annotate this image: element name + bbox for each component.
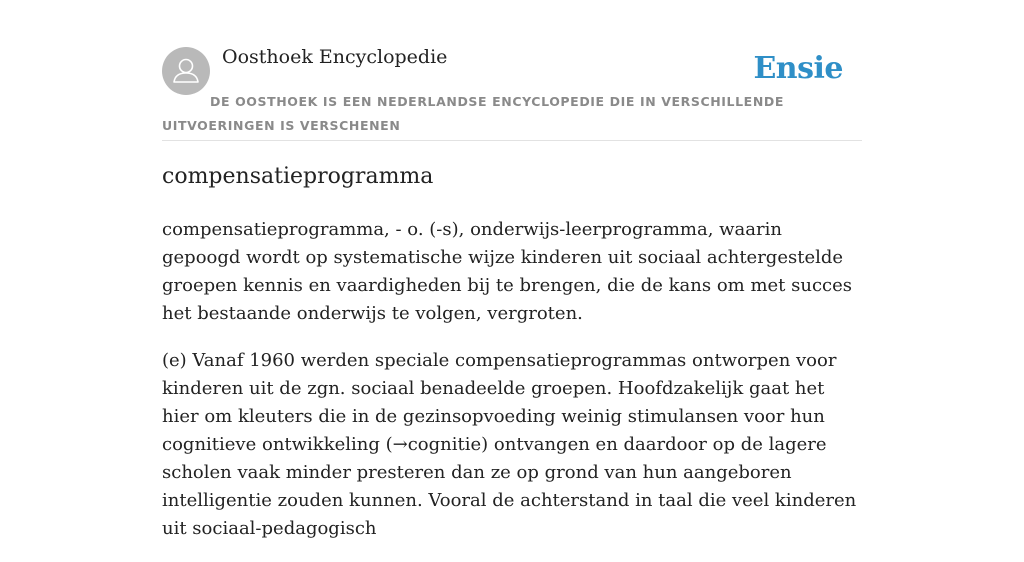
content-column [162, 0, 862, 539]
site-title[interactable]: Oosthoek Encyclopedie [222, 46, 448, 68]
site-header [162, 0, 862, 141]
site-tagline: DE OOSTHOEK IS EEN NEDERLANDSE ENCYCLOPEDIE DIE IN VERSCHILLENDE UITVOERINGEN IS VERSCHENEN [162, 94, 784, 133]
article-body [162, 216, 862, 562]
article-title: compensatieprogramma [162, 164, 434, 189]
article-paragraph: (e) Vanaf 1960 werden speciale compensatieprogrammas ontworpen voor kinderen uit de zgn. sociaal benadeelde groepen. Hoofdzakelijk gaat het hier om kleuters die in de gezinsopvoeding weinig stimulansen voor hun cognitieve ontwikkeling (→cognitie) ontvangen en daardoor op de lagere scholen vaak minder presteren dan ze op grond van hun aangeboren intelligentie zouden kunnen. Vooral de achterstand in taal die veel kinderen uit sociaal-pedagogisch [162, 350, 857, 539]
article-paragraph: compensatieprogramma, - o. (-s), onderwijs-leerprogramma, waarin gepoogd wordt op systematische wijze kinderen uit sociaal achtergestelde groepen kennis en vaardigheden bij te brengen, die de kans om met succes het bestaande onderwijs te volgen, vergroten. [162, 219, 853, 324]
brand-logo[interactable]: Ensie [753, 51, 843, 86]
user-icon[interactable] [162, 47, 210, 95]
